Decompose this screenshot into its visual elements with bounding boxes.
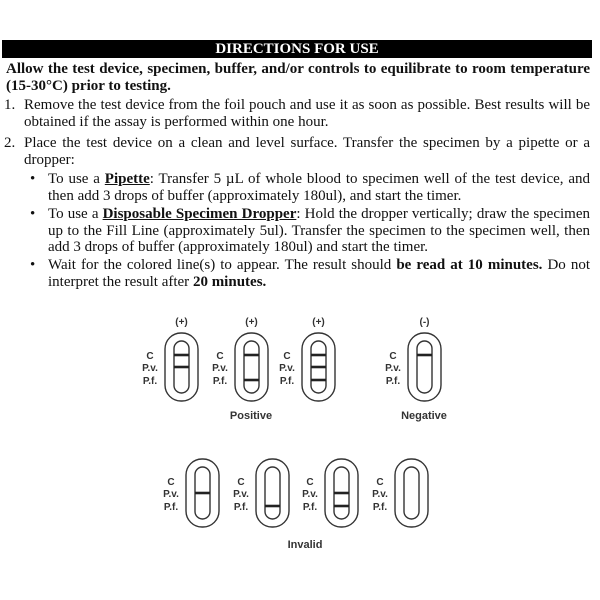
line-label: P.f. <box>372 502 388 513</box>
bullet-term: Disposable Specimen Dropper <box>102 206 297 222</box>
bullet-text: : Hold the dropper vertically; draw the specimen up to the Fill Line (approximately 5ul). Transfer the specimen to the specimen well, then add 3 drops of buffer (approximately 180ul) and start the timer. <box>48 206 590 255</box>
bullet-text: To use a <box>48 206 103 222</box>
bullet-emphasis: be read at 10 minutes. <box>396 257 543 273</box>
line-label: P.v. <box>385 363 401 374</box>
line-label: P.f. <box>212 376 228 387</box>
line-label: P.v. <box>279 363 295 374</box>
bullet-icon: • <box>30 171 36 187</box>
bullet-icon: • <box>30 206 36 222</box>
step-number: 1. <box>4 97 16 113</box>
line-label: P.v. <box>212 363 228 374</box>
line-label: C <box>167 477 175 488</box>
bullet-text: Do not interpret the result after <box>48 257 590 290</box>
line-label: P.v. <box>302 489 318 500</box>
intro-paragraph: Allow the test device, specimen, buffer, and/or controls to equilibrate to room temperature (15-30°C) prior to testing. <box>6 61 590 94</box>
group-label: Positive <box>229 410 273 422</box>
test-device-outline <box>256 459 289 527</box>
line-label: C <box>389 351 397 362</box>
line-label: P.v. <box>233 489 249 500</box>
step-text: Place the test device on a clean and level surface. Transfer the specimen by a pipette or a dropper: <box>24 135 590 168</box>
line-label: P.v. <box>372 489 388 500</box>
line-label: C <box>146 351 154 362</box>
test-device-outline <box>395 459 428 527</box>
line-label: P.v. <box>142 363 158 374</box>
line-label: C <box>283 351 291 362</box>
group-label: Invalid <box>287 539 323 551</box>
step-text: Remove the test device from the foil pouch and use it as soon as possible. Best results will be obtained if the assay is performed within one hour. <box>24 97 590 130</box>
bullet-text: To use a <box>48 171 105 187</box>
test-window <box>417 341 432 393</box>
group-label: Negative <box>401 410 447 422</box>
section-header: DIRECTIONS FOR USE <box>2 40 592 58</box>
test-window <box>265 467 280 519</box>
test-window <box>244 341 259 393</box>
bullet-text: Wait for the colored line(s) to appear. The result should <box>48 257 397 273</box>
line-label: P.f. <box>163 502 179 513</box>
test-device-outline <box>408 333 441 401</box>
result-sign: (+) <box>312 317 325 328</box>
line-label: C <box>306 477 314 488</box>
line-label: C <box>376 477 384 488</box>
bullet-emphasis: 20 minutes. <box>192 273 267 290</box>
line-label: P.f. <box>233 502 249 513</box>
line-label: P.f. <box>302 502 318 513</box>
line-label: P.f. <box>385 376 401 387</box>
bullet-text: : Transfer 5 µL of whole blood to specimen well of the test device, and then add 3 drops of buffer (approximately 180ul), and start the timer. <box>48 171 590 204</box>
line-label: P.f. <box>142 376 158 387</box>
test-window <box>404 467 419 519</box>
result-sign: (+) <box>175 317 188 328</box>
step-number: 2. <box>4 135 16 151</box>
line-label: C <box>237 477 245 488</box>
result-sign: (+) <box>245 317 258 328</box>
line-label: P.v. <box>163 489 179 500</box>
bullet-icon: • <box>30 257 36 273</box>
result-sign: (-) <box>419 317 430 328</box>
line-label: P.f. <box>279 376 295 387</box>
test-device-outline <box>235 333 268 401</box>
bullet-term: Pipette <box>104 171 150 187</box>
line-label: C <box>216 351 224 362</box>
